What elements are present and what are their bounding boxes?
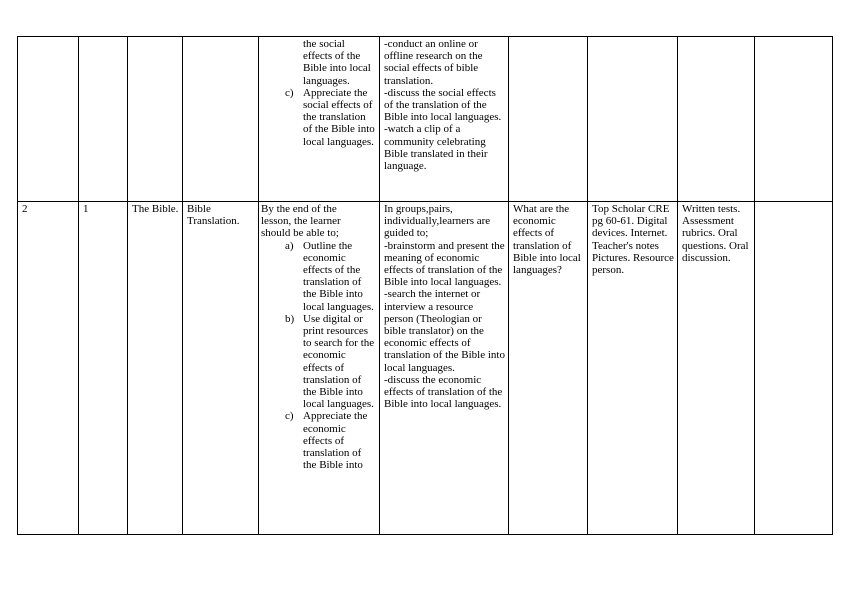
strand-cell: The Bible. [128, 202, 183, 535]
list-item [263, 240, 376, 313]
assessment-cell [678, 37, 755, 202]
list-item [263, 313, 376, 411]
lesson-cell: 1 [79, 202, 128, 535]
resources-cell [588, 37, 678, 202]
outcomes-list [263, 87, 376, 148]
table-row [18, 37, 833, 202]
outcomes-list [261, 240, 376, 472]
outcome-text: Appreciate the economic effects of translation of the Bible into [303, 410, 368, 472]
learning-outcomes-cell [259, 37, 380, 202]
scheme-of-work-page [17, 36, 833, 535]
inquiry-question-cell: What are the economic effects of translation of Bible into local languages? [509, 202, 588, 535]
strand-cell [128, 37, 183, 202]
learning-activities-cell [380, 202, 509, 535]
activity-line: -watch a clip of a community celebrating Bible translated in their language. [384, 123, 488, 173]
scheme-of-work-table [17, 36, 833, 535]
outcomes-intro: By the end of the [261, 203, 337, 215]
learning-activities-cell [380, 37, 509, 202]
outcome-text: Use digital or print resources to search for the economic effects of translation of the Bible into local languages. [303, 312, 375, 411]
activity-line: -conduct an online or offline research on the social effects of bible translation. [384, 38, 483, 87]
table-row [18, 202, 833, 535]
activity-line: In groups,pairs, individually,learners are guided to; [384, 203, 491, 240]
list-item [263, 87, 376, 148]
assessment-cell: Written tests. Assessment rubrics. Oral questions. Oral discussion. [678, 202, 755, 535]
list-marker: b) [285, 312, 295, 325]
list-item [263, 410, 376, 471]
learning-outcomes-cell [259, 202, 380, 535]
activity-line: -discuss the social effects of the translation of the Bible into local languages. [384, 86, 502, 124]
activity-line: -discuss the economic effects of translation of the Bible into local languages. [384, 373, 503, 411]
outcome-continuation: the social effects of the Bible into local languages. [303, 38, 371, 87]
activity-line: -search the internet or interview a resource person (Theologian or bible translator) on the economic effects of translation of the Bible into local languages. [384, 288, 505, 374]
outcome-text: Appreciate the social effects of the translation of the Bible into local languages. [303, 86, 375, 148]
resources-cell: Top Scholar CRE pg 60-61. Digital devices. Internet. Teacher's notes Pictures. Resource person. [588, 202, 678, 535]
activity-line: -brainstorm and present the meaning of economic effects of translation of the Bible into local languages. [384, 239, 505, 289]
inquiry-question-cell [509, 37, 588, 202]
week-cell [18, 37, 79, 202]
outcomes-intro: lesson, the learner [261, 215, 341, 228]
outcome-text: Outline the economic effects of the translation of the Bible into local languages. [303, 239, 374, 313]
list-marker: c) [285, 86, 294, 99]
sub-strand-cell: Bible Translation. [183, 202, 259, 535]
list-marker: a) [285, 239, 294, 252]
reflection-cell [755, 37, 833, 202]
lesson-cell [79, 37, 128, 202]
outcomes-intro: should be able to; [261, 227, 339, 240]
list-marker: c) [285, 410, 294, 423]
week-cell: 2 [18, 202, 79, 535]
sub-strand-cell [183, 37, 259, 202]
reflection-cell [755, 202, 833, 535]
